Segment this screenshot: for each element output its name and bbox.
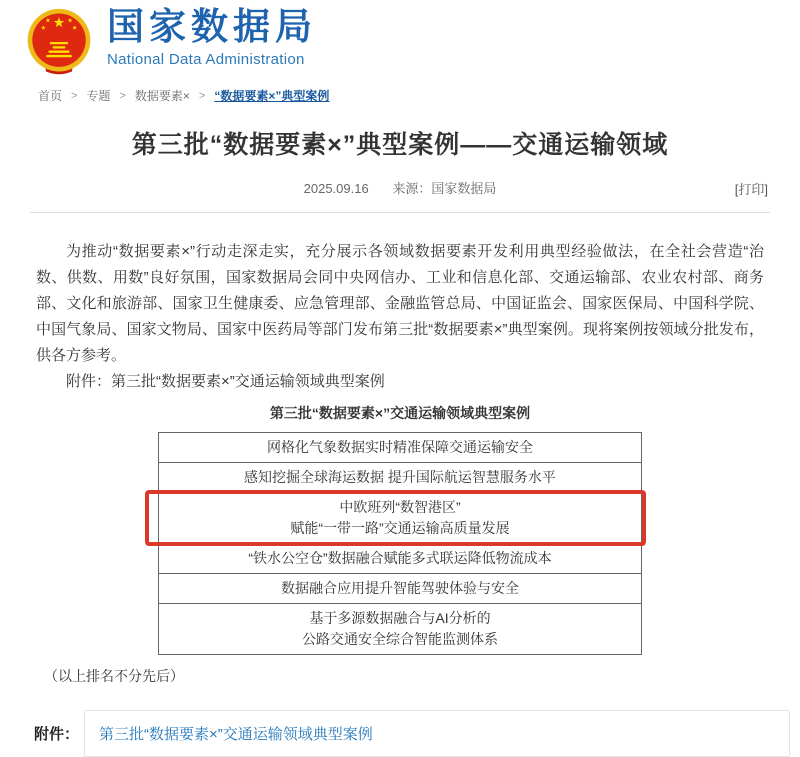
table-row-text: 公路交通安全综合智能监测体系 bbox=[302, 631, 498, 647]
table-row-text: 网格化气象数据实时精准保障交通运输安全 bbox=[267, 439, 533, 455]
breadcrumb-current-typical-cases[interactable]: “数据要素×”典型案例 bbox=[214, 89, 330, 103]
table-row bbox=[159, 462, 641, 492]
site-logo-link[interactable] bbox=[107, 6, 317, 68]
table-row bbox=[159, 433, 641, 462]
print-button[interactable]: [打印] bbox=[734, 182, 768, 197]
case-table-title: 第三批“数据要素×”交通运输领域典型案例 bbox=[269, 405, 531, 421]
breadcrumb-topics[interactable]: 专题 bbox=[86, 89, 111, 103]
ranking-note: （以上排名不分先后） bbox=[44, 668, 184, 684]
breadcrumb-data-element[interactable]: 数据要素× bbox=[134, 89, 190, 103]
breadcrumb-home[interactable]: 首页 bbox=[38, 89, 63, 103]
attachment-section bbox=[34, 710, 790, 757]
breadcrumb-separator: > bbox=[198, 89, 206, 102]
page-title: 第三批“数据要素×”典型案例——交通运输领域 bbox=[131, 131, 669, 159]
attachment-box bbox=[84, 710, 790, 757]
table-row-text: 赋能“一带一路”交通运输高质量发展 bbox=[290, 520, 510, 536]
attachment-label: 附件： bbox=[34, 726, 80, 743]
table-row bbox=[159, 492, 641, 543]
table-row-text: 基于多源数据融合与AI分析的 bbox=[309, 610, 491, 626]
article-body bbox=[36, 239, 764, 395]
article-meta bbox=[0, 178, 800, 197]
table-row bbox=[159, 543, 641, 573]
breadcrumb-separator: > bbox=[119, 89, 126, 102]
table-row bbox=[159, 573, 641, 603]
national-emblem-icon bbox=[24, 6, 94, 78]
table-row-text: 数据融合应用提升智能驾驶体验与安全 bbox=[281, 580, 519, 596]
table-row-text: 中欧班列“数智港区” bbox=[339, 499, 461, 515]
org-name: 国家数据局 bbox=[107, 6, 317, 47]
attachment-mention-line: 附件：第三批“数据要素×”交通运输领域典型案例 bbox=[66, 373, 385, 390]
site-header bbox=[0, 0, 800, 78]
table-row bbox=[159, 603, 641, 654]
publish-date: 2025.09.16 bbox=[303, 181, 369, 196]
table-row-text: “铁水公空仓”数据融合赋能多式联运降低物流成本 bbox=[248, 550, 552, 566]
breadcrumb-separator: > bbox=[71, 89, 78, 102]
table-row-text: 感知挖掘全球海运数据 提升国际航运智慧服务水平 bbox=[244, 469, 556, 485]
attachment-download-link[interactable]: 第三批“数据要素×”交通运输领域典型案例 bbox=[99, 726, 373, 743]
source-label: 来源：国家数据局 bbox=[392, 181, 497, 196]
org-name-english: National Data Administration bbox=[107, 50, 305, 68]
intro-paragraph: 为推动“数据要素×”行动走深走实，充分展示各领域数据要素开发利用典型经验做法，在全社会营造“治数、供数、用数”良好氛围，国家数据局会同中央网信办、工业和信息化部、交通运输部、农业农村部、商务部、文化和旅游部、国家卫生健康委、应急管理部、金融监管总局、中国证监会、国家医保局、中国科学院、中国气象局、国家文物局、国家中医药局等部门发布第三批“数据要素×”典型案例。现将案例按领域分批发布，供各方参考。 bbox=[36, 243, 764, 364]
header-divider bbox=[30, 212, 770, 213]
breadcrumb bbox=[38, 87, 800, 104]
case-table-body bbox=[158, 432, 642, 655]
